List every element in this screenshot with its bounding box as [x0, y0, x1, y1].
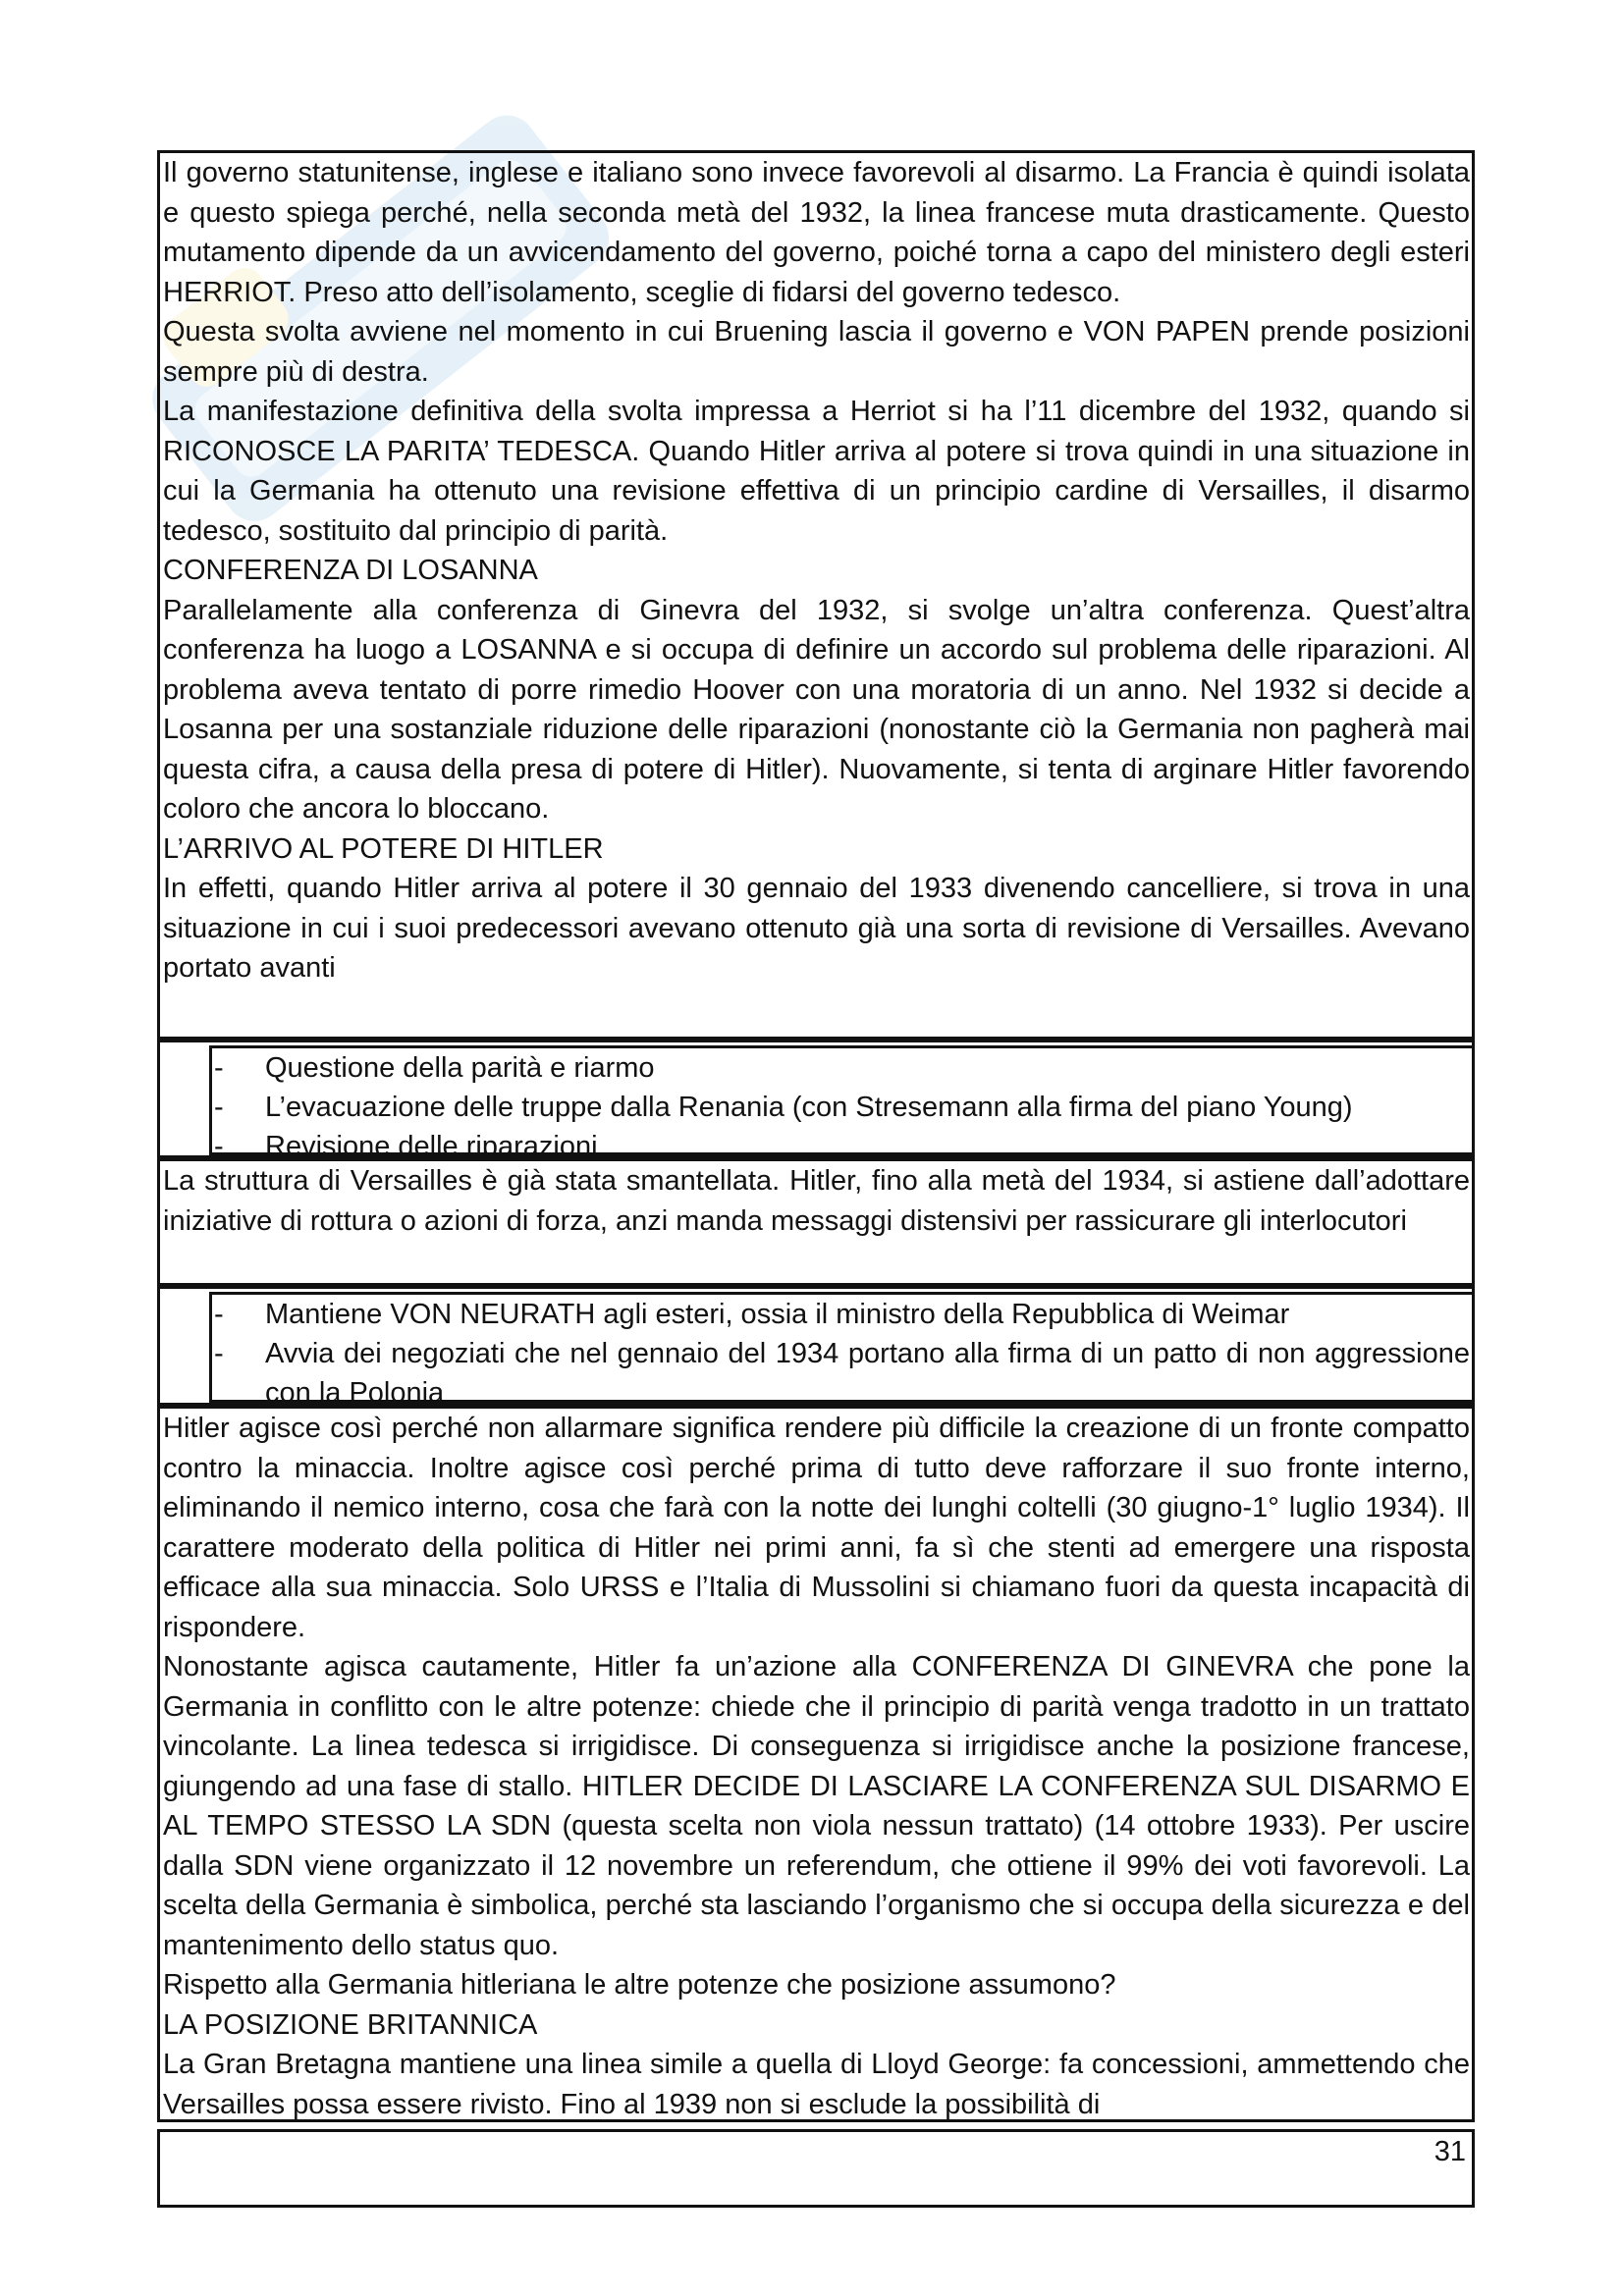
section-heading: L’ARRIVO AL POTERE DI HITLER [163, 832, 604, 865]
list-block-1 [157, 1040, 1475, 1162]
dash-bullet-icon: - [214, 1299, 224, 1330]
paragraph: Hitler agisce così perché non allarmare significa rendere più difficile la creazione di un fronte compatto contro la minaccia. Inoltre agisce così perché prima di tutto deve rafforzare il suo fronte interno, eliminando il nemico interno, cosa che farà con la notte dei lunghi coltelli (30 giugno-1° luglio 1934). Il carattere moderato della politica di Hitler nei primi anni, fa sì che stenti ad emergere una risposta efficace alla sua minaccia. Solo URSS e l’Italia di Mussolini si chiamano fuori da questa incapacità di rispondere. [163, 1413, 1470, 1643]
page-footer [157, 2129, 1475, 2208]
text-block-2 [157, 1158, 1475, 1286]
paragraph: La Gran Bretagna mantiene una linea simile a quella di Lloyd George: fa concessioni, ammettendo che Versailles possa essere rivisto. Fino al 1939 non si esclude la possibilità di [163, 2049, 1470, 2120]
list-item-text: Mantiene VON NEURATH agli esteri, ossia il ministro della Repubblica di Weimar [265, 1299, 1290, 1330]
section-heading: LA POSIZIONE BRITANNICA [163, 2008, 538, 2041]
paragraph: La manifestazione definitiva della svolta impressa a Herriot si ha l’11 dicembre del 1932, quando si RICONOSCE LA PARITA’ TEDESCA. Quando Hitler arriva al potere si trova quindi in una situazione in cui la Germania ha ottenuto una revisione effettiva di un principio cardine di Versailles, il disarmo tedesco, sostituito dal principio di parità. [163, 396, 1470, 547]
dash-bullet-icon: - [214, 1131, 224, 1162]
bullet-list-1 [209, 1045, 1472, 1162]
bullet-list-2 [209, 1292, 1472, 1409]
section-heading: CONFERENZA DI LOSANNA [163, 555, 538, 586]
paragraph: Il governo statunitense, inglese e italiano sono invece favorevoli al disarmo. La Francia è quindi isolata e questo spiega perché, nella seconda metà del 1932, la linea francese muta drasticamente. Questo mutamento dipende da un avvicendamento del governo, poiché torna a capo del ministero degli esteri HERRIOT. Preso atto dell’isolamento, sceglie di fidarsi del governo tedesco. [163, 157, 1470, 308]
list-item [212, 1334, 1472, 1413]
text-block-1 [157, 150, 1475, 1040]
list-item-text: Questione della parità e riarmo [265, 1052, 655, 1084]
paragraph: Rispetto alla Germania hitleriana le altre potenze che posizione assumono? [163, 1969, 1116, 2001]
dash-bullet-icon: - [214, 1052, 224, 1084]
list-item-text: Revisione delle riparazioni [265, 1131, 598, 1162]
list-block-2 [157, 1286, 1475, 1409]
paragraph: La struttura di Versailles è già stata smantellata. Hitler, fino alla metà del 1934, si astiene dall’adottare iniziative di rottura o azioni di forza, anzi manda messaggi distensivi per rassicurare gli interlocutori [163, 1165, 1470, 1237]
paragraph: Parallelamente alla conferenza di Ginevra del 1932, si svolge un’altra conferenza. Quest’altra conferenza ha luogo a LOSANNA e si occupa di definire un accordo sul problema delle riparazioni. Al problema aveva tentato di porre rimedio Hoover con una moratoria di un anno. Nel 1932 si decide a Losanna per una sostanziale riduzione delle riparazioni (nonostante ciò la Germania non pagherà mai questa cifra, a causa della presa di potere di Hitler). Nuovamente, si tenta di arginare Hitler favorendo coloro che ancora lo bloccano. [163, 594, 1470, 825]
list-item-text: Avvia dei negoziati che nel gennaio del 1934 portano alla firma di un patto di non aggressione con la Polonia [265, 1338, 1470, 1409]
text-block-3-content [160, 1409, 1472, 2124]
list-item [212, 1048, 1472, 1088]
text-block-2-content [160, 1161, 1472, 1241]
paragraph: Nonostante agisca cautamente, Hitler fa un’azione alla CONFERENZA DI GINEVRA che pone la Germania in conflitto con le altre potenze: chiede che il principio di parità venga tradotto in un trattato vincolante. La linea tedesca si irrigidisce. Di conseguenza si irrigidisce anche la posizione francese, giungendo ad una fase di stallo. HITLER DECIDE DI LASCIARE LA CONFERENZA SUL DISARMO E AL TEMPO STESSO LA SDN (questa scelta non viola nessun trattato) (14 ottobre 1933). Per uscire dalla SDN viene organizzato il 12 novembre un referendum, che ottiene il 99% dei voti favorevoli. La scelta della Germania è simbolica, perché sta lasciando l’organismo che si occupa della sicurezza e del mantenimento dello status quo. [163, 1651, 1470, 1961]
list-item [212, 1295, 1472, 1334]
dash-bullet-icon: - [214, 1092, 224, 1123]
list-item-text: L’evacuazione delle truppe dalla Renania (con Stresemann alla firma del piano Young) [265, 1092, 1353, 1123]
paragraph: In effetti, quando Hitler arriva al potere il 30 gennaio del 1933 divenendo cancelliere, si trova in una situazione in cui i suoi predecessori avevano ottenuto già una sorta di revisione di Versailles. Avevano portato avanti [163, 873, 1470, 984]
paragraph: Questa svolta avviene nel momento in cui Bruening lascia il governo e VON PAPEN prende posizioni sempre più di destra. [163, 316, 1470, 388]
dash-bullet-icon: - [214, 1338, 224, 1369]
list-item [212, 1088, 1472, 1127]
text-block-1-content [160, 153, 1472, 988]
page-number: 31 [1434, 2136, 1466, 2167]
text-block-3 [157, 1406, 1475, 2122]
